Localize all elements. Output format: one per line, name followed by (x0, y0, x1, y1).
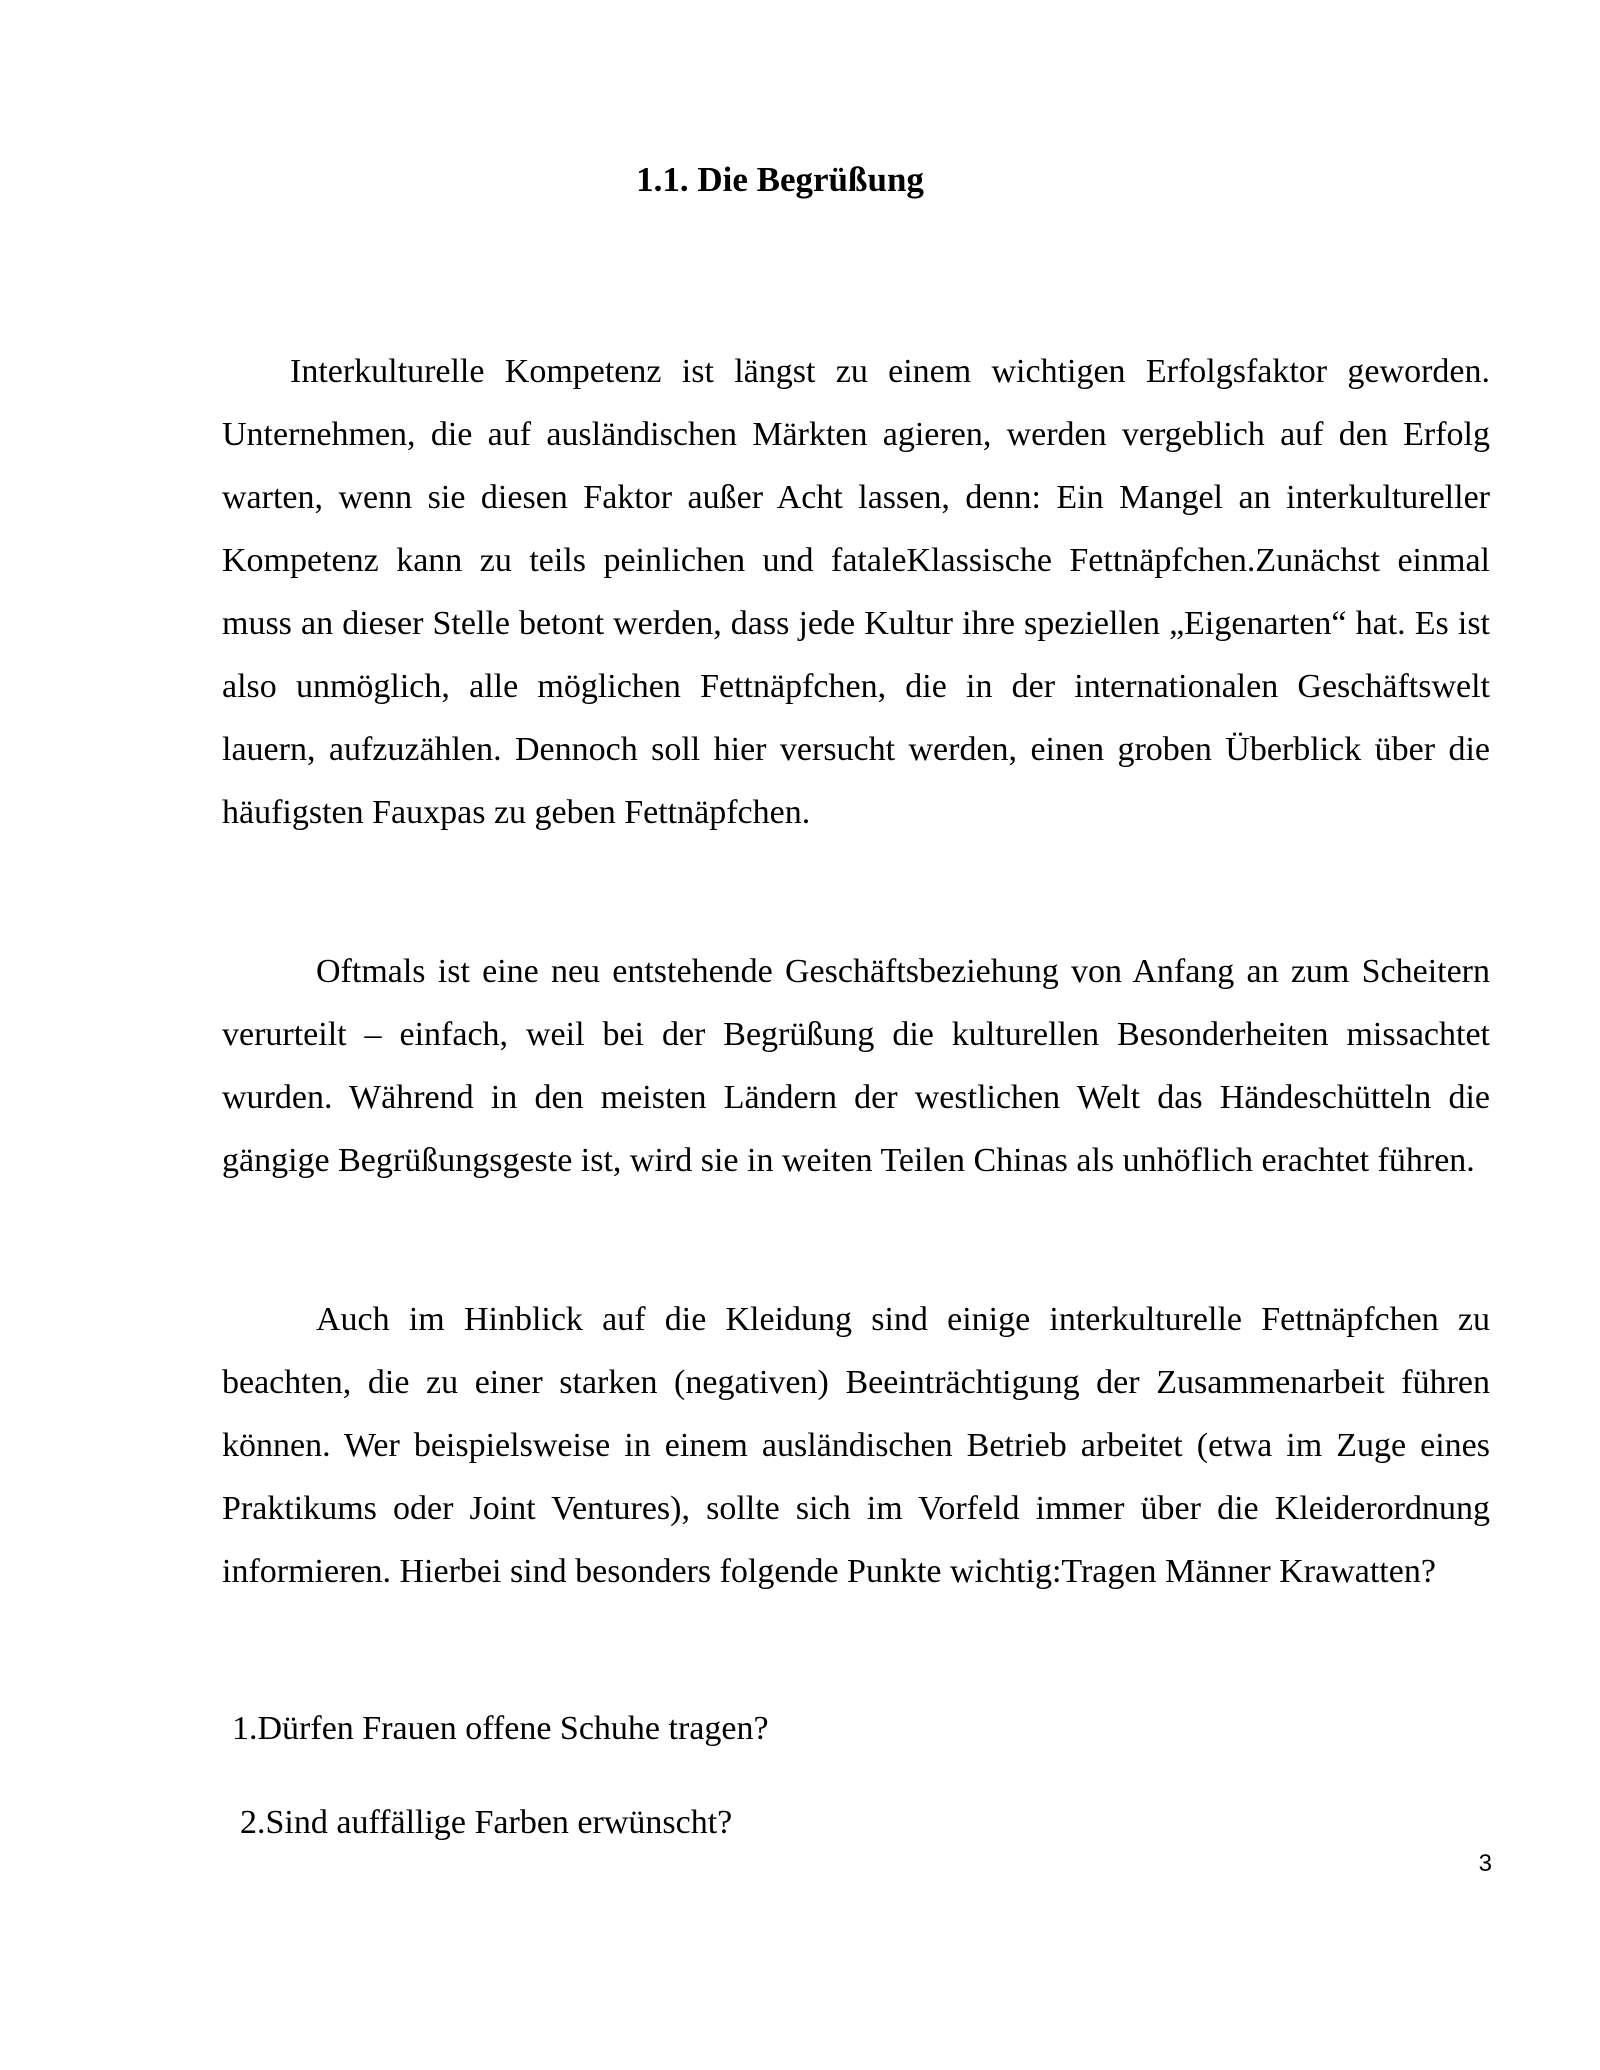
list-item: 1.Dürfen Frauen offene Schuhe tragen? (232, 1710, 769, 1747)
paragraph-clothing: Auch im Hinblick auf die Kleidung sind einige interkulturelle Fettnäpfchen zu beachten, die zu einer starken (negativen) Beeinträchtigung der Zusammenarbeit führen können. Wer beispielsweise in einem ausländischen Betrieb arbeitet (etwa im Zuge eines Praktikums oder Joint Ventures), sollte sich im Vorfeld immer über die Kleiderordnung informieren. Hierbei sind besonders folgende Punkte wichtig:Tragen Männer Krawatten? (222, 1301, 1490, 1590)
paragraph-greeting: Oftmals ist eine neu entstehende Geschäftsbeziehung von Anfang an zum Scheitern verurteilt – einfach, weil bei der Begrüßung die kulturellen Besonderheiten missachtet wurden. Während in den meisten Ländern der westlichen Welt das Händeschütteln die gängige Begrüßungsgeste ist, wird sie in weiten Teilen Chinas als unhöflich erachtet führen. (222, 953, 1490, 1179)
section-heading: 1.1. Die Begrüßung (636, 160, 924, 199)
page-number: 3 (1478, 1850, 1492, 1877)
list-item: 2.Sind auffällige Farben erwünscht? (240, 1804, 733, 1841)
paragraph-intercultural-competence: Interkulturelle Kompetenz ist längst zu einem wichtigen Erfolgsfaktor geworden. Unternehmen, die auf ausländischen Märkten agieren, werden vergeblich auf den Erfolg warten, wenn sie diesen Faktor außer Acht lassen, denn: Ein Mangel an interkultureller Kompetenz kann zu teils peinlichen und fataleKlassische Fettnäpfchen.Zunächst einmal muss an dieser Stelle betont werden, dass jede Kultur ihre speziellen „Eigenarten“ hat. Es ist also unmöglich, alle möglichen Fettnäpfchen, die in der internationalen Geschäftswelt lauern, aufzuzählen. Dennoch soll hier versucht werden, einen groben Überblick über die häufigsten Fauxpas zu geben Fettnäpfchen. (222, 353, 1490, 831)
